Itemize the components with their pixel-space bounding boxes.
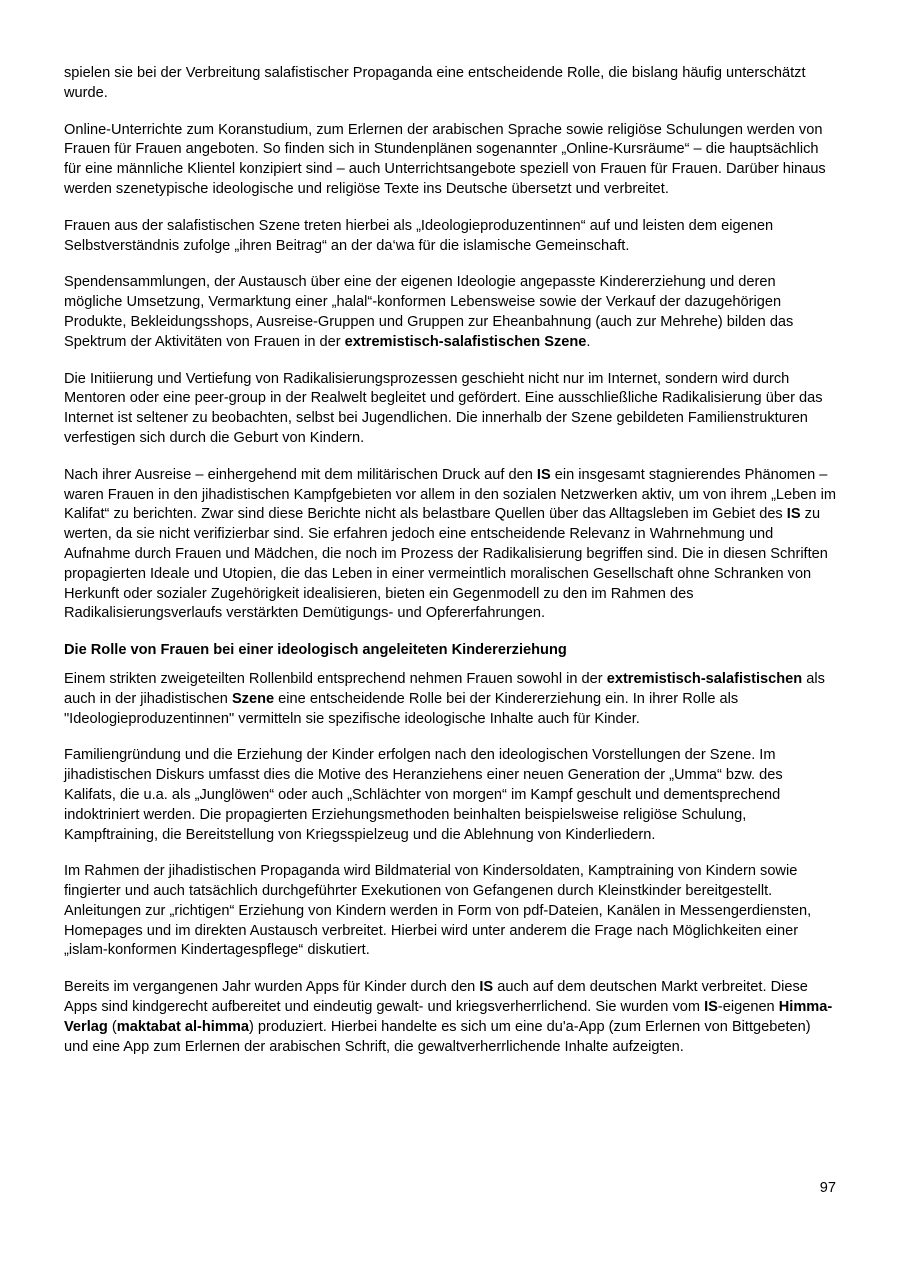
paragraph-text: als auch in der jihadistischen [64, 670, 825, 707]
paragraph-3 [64, 217, 836, 257]
paragraph-text: ) produziert. Hierbei handelte es sich um eine du'a-App (zum Erlernen von Bittgebeten) und eine App zum Erlernen der arabischen Schrift, die gewaltverherrlichende Inhalte aufzeigten. [64, 1018, 811, 1055]
paragraph-text: Frauen aus der salafistischen Szene treten hierbei als „Ideologieproduzentinnen“ auf und leisten dem eigenen Selbstverständnis zufolge „ihren Beitrag“ an der da‘wa für die islamische Gemeinschaft. [64, 217, 774, 254]
paragraph-7 [64, 670, 836, 729]
paragraph-8 [64, 746, 836, 845]
section-heading: Die Rolle von Frauen bei einer ideologisch angeleiteten Kindererziehung [64, 642, 567, 659]
paragraph-text: Spendensammlungen, der Austausch über eine der eigenen Ideologie angepasste Kindererziehung und deren mögliche Umsetzung, Vermarktung einer „halal“-konformen Lebensweise sowie der Verkauf der dazugehörigen Produkte, Bekleidungsshops, Ausreise-Gruppen und Gruppen zur Eheanbahnung (auch zur Mehrehe) bilden das Spektrum der Aktivitäten von Frauen in der [64, 274, 794, 350]
paragraph-text: auch auf dem deutschen Markt verbreitet. Diese Apps sind kindgerecht aufbereitet und eindeutig gewalt- und kriegsverherrlichend. Sie wurden vom [64, 979, 808, 1016]
paragraph-text: zu werten, da sie nicht verifizierbar sind. Sie erfahren jedoch eine entscheidende Relevanz in Wahrnehmung und Aufnahme durch Frauen und Mädchen, die noch im Prozess der Radikalisierung begriffen sind. Die in diesen Schriften propagierten Ideale und Utopien, die das Leben in einer vermeintlich moralischen Gesellschaft ohne Schranken von Herkunft oder sozialer Zugehörigkeit idealisieren, bieten ein Gegenmodell zu den im Rahmen des Radikalisierungsverlaufs verstärkten Demütigungs- und Opfererfahrungen. [64, 506, 828, 622]
paragraph-text: ( [107, 1018, 117, 1035]
paragraph-text: spielen sie bei der Verbreitung salafistischer Propaganda eine entscheidende Rolle, die bislang häufig unterschätzt wurde. [64, 65, 806, 101]
bold-term: Himma-Verlag [64, 999, 833, 1035]
bold-term: Szene [231, 690, 275, 707]
paragraph-4 [64, 273, 836, 352]
paragraph-text: . [586, 333, 591, 350]
paragraph-5 [64, 370, 836, 449]
page-number: 97 [819, 1180, 836, 1196]
bold-term: extremistisch-salafistischen [606, 670, 803, 687]
paragraph-text: -eigenen [717, 999, 779, 1016]
paragraph-text: Einem strikten zweigeteilten Rollenbild entsprechend nehmen Frauen sowohl in der [64, 670, 607, 687]
paragraph-text: Nach ihrer Ausreise – einhergehend mit dem militärischen Druck auf den [64, 466, 537, 483]
bold-term: maktabat al-himma [116, 1018, 249, 1035]
paragraph-text: Die Initiierung und Vertiefung von Radikalisierungsprozessen geschieht nicht nur im Internet, sondern wird durch Mentoren oder eine peer-group in der Realwelt begleitet und gefördert. Eine ausschließliche Radikalisierung über das Internet ist seltener zu beobachten, selbst bei Jugendlichen. Die innerhalb der Szene gebildeten Familienstrukturen verfestigen sich durch die Geburt von Kindern. [64, 370, 823, 446]
paragraph-10 [64, 978, 836, 1057]
paragraph-2 [64, 121, 836, 200]
bold-term: IS [536, 466, 551, 483]
paragraph-text: eine entscheidende Rolle bei der Kindererziehung ein. In ihrer Rolle als "Ideologieproduzentinnen" vermitteln sie spezifische ideologische Inhalte auch für Kinder. [64, 690, 739, 727]
paragraph-text: Bereits im vergangenen Jahr wurden Apps für Kinder durch den [64, 979, 480, 996]
paragraph-text: Im Rahmen der jihadistischen Propaganda wird Bildmaterial von Kindersoldaten, Kamptraining von Kindern sowie fingierter und auch tatsächlich durchgeführter Exekutionen von Gefangenen durch Kleinstkinder bereitgestellt. Anleitungen zur „richtigen“ Erziehung von Kindern werden in Form von pdf-Dateien, Kanälen in Messengerdiensten, Homepages und im direkten Austausch verbreitet. Hierbei wird unter anderem die Frage nach Möglichkeiten einer „islam-konformen Kindertagespflege“ diskutiert. [64, 863, 812, 959]
bold-term: IS [786, 506, 801, 523]
paragraph-6 [64, 466, 836, 624]
document-page [64, 64, 836, 1074]
bold-term: extremistisch-salafistischen Szene [344, 333, 587, 350]
paragraph-9 [64, 862, 836, 961]
paragraph-1 [64, 64, 836, 104]
paragraph-text: Familiengründung und die Erziehung der Kinder erfolgen nach den ideologischen Vorstellungen der Szene. Im jihadistischen Diskurs umfasst dies die Motive des Heranziehens einer neuen Generation der „Umma“ bzw. des Kalifats, die u.a. als „Junglöwen“ oder auch „Schlächter von morgen“ im Kampf geschult und dementsprechend indoktriniert werden. Die propagierten Erziehungsmethoden beinhalten beispielsweise religiöse Schulung, Kampftraining, die Bereitstellung von Kriegsspielzeug und die Ablehnung von Kinderliedern. [64, 747, 783, 843]
bold-term: IS [704, 999, 718, 1016]
paragraph-text: ein insgesamt stagnierendes Phänomen – waren Frauen in den jihadistischen Kampfgebieten vor allem in den sozialen Netzwerken aktiv, um von ihrem „Leben im Kalifat“ zu berichten. Zwar sind diese Berichte nicht als belastbare Quellen über das Alltagsleben im Gebiet des [64, 466, 836, 523]
paragraph-text: Online-Unterrichte zum Koranstudium, zum Erlernen der arabischen Sprache sowie religiöse Schulungen werden von Frauen für Frauen angeboten. So finden sich in Stundenplänen sogenannter „Online-Kursräume“ – die hauptsächlich für eine männliche Klientel konzipiert sind – auch Unterrichtsangebote speziell von Frauen für Frauen. Darüber hinaus werden szenetypische ideologische und religiöse Texte ins Deutsche übersetzt und verbreitet. [64, 121, 826, 197]
bold-term: IS [479, 979, 494, 996]
